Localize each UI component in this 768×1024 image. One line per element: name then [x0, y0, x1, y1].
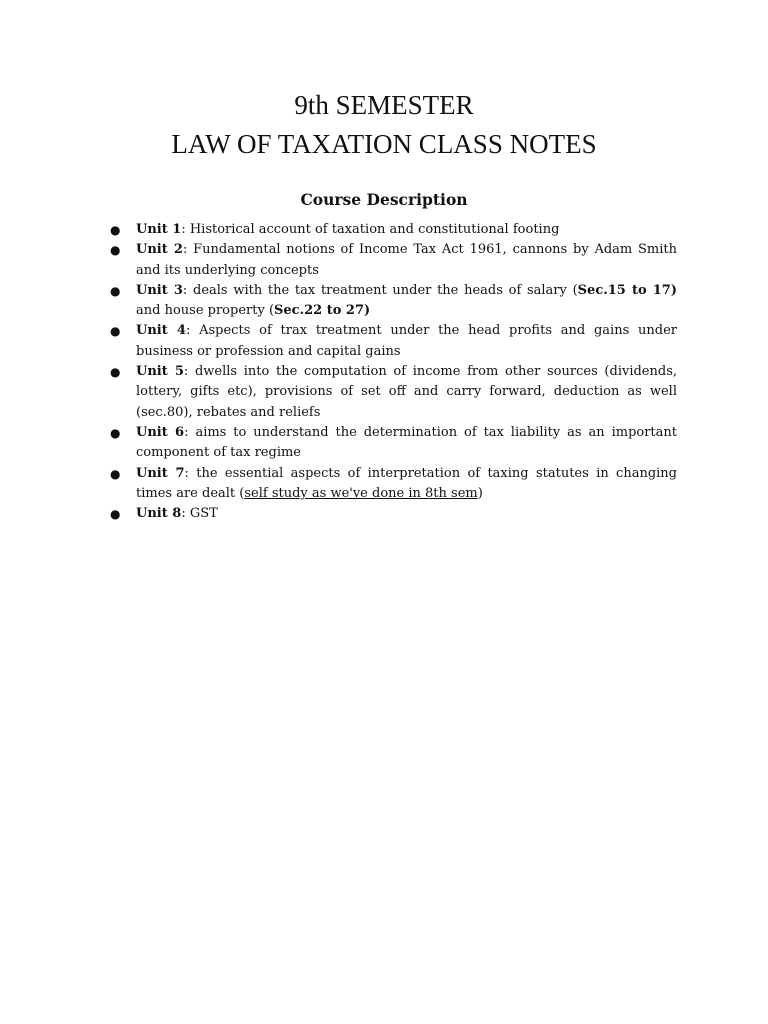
unit-label: Unit 6 [136, 424, 185, 440]
unit-separator: : [181, 222, 190, 237]
unit-text: aims to understand the determination of tax liability as an important component of tax regime [136, 424, 678, 461]
unit-text: ) [477, 485, 483, 501]
unit-text: deals with the tax treatment under the heads of salary ( [193, 282, 578, 298]
unit-section-ref: Sec.22 to 27) [274, 303, 371, 319]
unit-list [110, 220, 678, 524]
unit-text: dwells into the computation of income from other sources (dividends, lottery, gifts etc), provisions of set off and carry forward, deduction as well (sec.80), rebates and reliefs [136, 364, 677, 420]
unit-item-8 [110, 504, 677, 524]
unit-separator: : [184, 465, 197, 481]
unit-item-5 [110, 362, 677, 423]
unit-label: Unit 2 [136, 242, 183, 258]
unit-separator: : [181, 506, 190, 522]
section-heading: Course Description [300, 190, 468, 209]
unit-text: the essential aspects of interpretation of taxing statutes in changing times are dealt ( [136, 465, 677, 501]
unit-item-3 [110, 281, 677, 322]
bullet-icon: ● [110, 324, 121, 339]
unit-section-ref: Sec.15 to 17) [577, 282, 677, 298]
unit-text: Historical account of taxation and constitutional footing [189, 222, 560, 237]
bullet-icon: ● [110, 365, 121, 380]
unit-separator: : [183, 364, 195, 380]
underlined-note: self study as we've done in 8th sem [244, 485, 478, 501]
unit-item-6 [110, 423, 678, 464]
course-title: LAW OF TAXATION CLASS NOTES [171, 129, 597, 159]
unit-label: Unit 8 [136, 506, 182, 522]
unit-item-2 [110, 240, 678, 281]
bullet-icon: ● [110, 507, 121, 522]
unit-separator: : [182, 242, 194, 258]
bullet-icon: ● [110, 283, 121, 298]
unit-label: Unit 1 [136, 222, 182, 237]
unit-label: Unit 4 [136, 323, 186, 339]
semester-title: 9th SEMESTER [294, 90, 474, 120]
unit-text: and house property ( [136, 303, 275, 319]
bullet-icon: ● [110, 425, 121, 440]
unit-text: GST [189, 506, 218, 522]
unit-separator: : [185, 323, 200, 339]
unit-label: Unit 3 [136, 282, 183, 298]
bullet-icon: ● [110, 223, 121, 237]
unit-separator: : [182, 282, 193, 298]
unit-text: Fundamental notions of Income Tax Act 1961, cannons by Adam Smith and its underlying concepts [136, 242, 678, 278]
unit-text: Aspects of trax treatment under the head profits and gains under business or profession and capital gains [136, 323, 677, 359]
unit-item-4 [110, 321, 677, 362]
unit-item-7 [110, 464, 677, 505]
unit-item-1 [110, 220, 677, 240]
bullet-icon: ● [110, 466, 121, 481]
unit-label: Unit 7 [136, 465, 185, 481]
unit-separator: : [184, 424, 196, 440]
unit-label: Unit 5 [136, 364, 184, 380]
bullet-icon: ● [110, 243, 121, 258]
